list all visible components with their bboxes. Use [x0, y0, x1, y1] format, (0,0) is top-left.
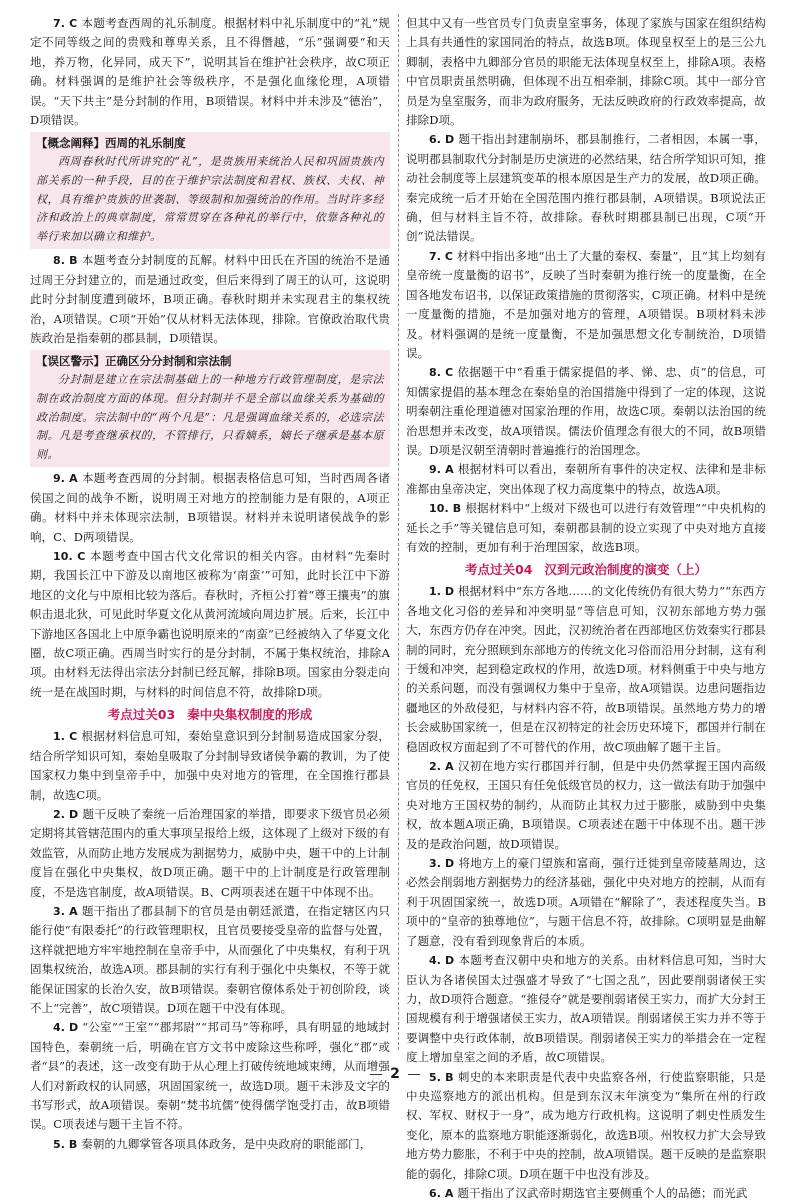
s03-answer-8: 8. C 依据题干中“看重于儒家提倡的孝、悌、忠、贞”的信息，可知儒家提倡的基本理念在秦始皇的治国措施中得到了一定的体现，这说明秦朝注重伦理道德对国家治理的作用，故选C项。秦朝以法治国的统治思想并未改变，故A项错误。儒法价值理念有很大的不同，故B项错误。D项是汉朝至清朝时普遍推行的治国理念。	[406, 365, 766, 457]
s03-answer-7: 7. C 材料中指出多地“出土了大量的秦权、秦量”，且“其上均刻有皇帝统一度量衡的诏书”，反映了当时秦朝为推行统一的度量衡，在全国各地发布诏书，以保证政策措施的贯彻落实，C项正确。材料中是统一度量衡的措施，不是加强对地方的管理，A项错误。B项材料未涉及。材料强调的是统一度量衡，不是加强思想文化专制统治，D项错误。	[406, 248, 766, 360]
s04-answer-6: 6. A 题干指出了汉武帝时期选官主要侧重个人的品德；而光武	[429, 1185, 748, 1200]
column-divider	[398, 14, 399, 1050]
answer-10: 10. C 本题考查中国古代文化常识的相关内容。由材料“先秦时期，我国长江中下游及以南地区被称为‘南蛮’”可知，此时长江中下游地区的文化与中原相比较为落后。春秋时，齐桓公打着“尊王攘夷”的旗帜击退北狄，可见此时华夏文化从黄河流域向周边扩展。后来，长江中下游地区各国北上中原争霸也说明原来的“南蛮”已经被纳入了华夏文化圈，故C项正确。西周当时实行的是分封制，不属于集权统治，排除A项。由材料无法得出宗法分封制已经瓦解，排除B项。国家由分裂走向统一是在战国时期，与材料的时间信息不符，故排除D项。	[30, 549, 390, 699]
warning-box-title: 【误区警示】正确区分分封制和宗法制	[36, 354, 232, 369]
left-column	[30, 14, 391, 1151]
s03-answer-5-continued: 但其中又有一些官员专门负责皇室事务，体现了家族与国家在组织结构上具有共通性的家国同治的特点，故选B项。体现皇权至上的是三公九卿制，表格中九卿部分官员的职能无法体现皇权至上，排除A项。表格中官员职责虽然明确，但体现不出互相牵制，排除C项。其中一部分官员是为皇室服务，而非为政府服务，无法反映政府的行政效率提高，故排除D项。	[406, 16, 766, 128]
s04-answer-3: 3. D 将地方上的豪门望族和富商，强行迁徙到皇帝陵墓周边，这必然会削弱地方割据势力的经济基础，强化中央对地方的控制，从而有利于巩固国家统一，故选D项。A项错在“解除了”，表述程度失当。B项中的“皇帝的独尊地位”，与题干信息不符，故排除。C项明显是曲解了题意，没有看到现象背后的本质。	[406, 856, 766, 948]
footer-dash-right	[408, 1074, 420, 1075]
warning-box-text: 分封制是建立在宗法制基础上的一种地方行政管理制度，是宗法制在政治制度方面的体现。但分封制并不是全部以血缘关系为基础的政治制度。宗法制中的“两个凡是”：凡是强调血缘关系的，必选宗法制。凡是考查继承权的，不管排行，只看嫡系，嫡长子继承是基本原则。	[36, 373, 384, 461]
s04-answer-1: 1. D 根据材料中“东方各地……的文化传统仍有很大势力”“东西方各地文化习俗的差异和冲突明显”等信息可知，汉初东部地方势力强大，东西方仍存在冲突。因此，汉初统治者在西部地区仿效秦实行郡县制的同时，充分照顾到东部地方的传统文化习俗而沿用分封制，这有利于缓和冲突，起到稳定政权的作用，故选D项。材料侧重于中央与地方的关系问题，而没有强调权力集中于皇帝，故A项错误。边患问题指边疆地区的外敌侵犯，与材料内容不符，故B项错误。虽然地方势力的增长会威胁国家统一，但是在汉初特定的社会历史环境下，郡国并行制在稳固政权方面起到了不可替代的作用，故C项曲解了题干主旨。	[406, 584, 766, 754]
concept-box	[30, 132, 390, 249]
answer-page	[30, 14, 768, 1200]
concept-box-title: 【概念阐释】西周的礼乐制度	[36, 136, 186, 151]
s03-answer-1: 1. C 根据材料信息可知，秦始皇意识到分封制易造成国家分裂，结合所学知识可知，秦始皇吸取了分封制导致诸侯争霸的教训，为了使国家权力集中到皇帝手中，加强中央对地方的管理，在全国推行郡县制，故选C项。	[30, 729, 390, 802]
section-heading-03: 考点过关03 秦中央集权制度的形成	[107, 707, 313, 723]
answer-8: 8. B 本题考查分封制度的瓦解。材料中田氏在齐国的统治不是通过周王分封建立的，而是通过政变，但后来得到了周王的认可，这说明此时分封制度遭到破坏，B项正确。春秋时期并未实现君主的集权统治，A项错误。C项“开始”仅从材料无法体现，排除。官僚政治取代贵族政治是指秦朝的郡县制，D项错误。	[30, 253, 390, 346]
concept-box-text: 西周春秋时代所讲究的“礼”，是贵族用来统治人民和巩固贵族内部关系的一种手段，目的在于维护宗法制度和君权、族权、夫权、神权，具有维护贵族的世袭制、等级制和加强统治的作用。当时许多经济和政治上的典章制度，常常贯穿在各种礼的举行中，依靠各种礼的举行来加以确立和维护。	[36, 155, 384, 243]
warning-box	[30, 350, 390, 467]
page-footer	[0, 1066, 790, 1082]
s03-answer-9: 9. A 根据材料可以看出，秦朝所有事件的决定权、法律和是非标准都由皇帝决定，突出体现了权力高度集中的特点，故选A项。	[406, 462, 766, 496]
footer-dash-left	[370, 1074, 382, 1075]
answer-7: 7. C 本题考查西周的礼乐制度。根据材料中礼乐制度中的“礼”规定不同等级之间的贵贱和尊卑关系，且不得僭越，“乐”强调要“和天地，养万物，化异同，成天下”，说明其旨在维护社会秩序，故C项正确。材料强调的是维护社会等级秩序，不是强化血缘伦理，A项错误。“天下共主”是分封制的作用，B项错误。材料中并未涉及“德治”，D项错误。	[30, 16, 390, 128]
s03-answer-4: 4. D “公室”“王室”“郡邦尉”“邦司马”等称呼，具有明显的地域封国特色，秦朝统一后，明确在官方文书中废除这些称呼，强化“郡”或者“县”的表述，这一改变有助于从心理上打破传统地域束缚，从而增强人们对新政权的认同感，巩固国家统一，故选D项。题干未涉及文字的书写形式，故A项错误。秦朝“焚书坑儒”使得儒学饱受打击，故B项错误。C项表述与题干主旨不符。	[30, 1020, 391, 1132]
s04-answer-5: 5. B 刺史的本来职责是代表中央监察各州，行使监察职能，只是中央巡察地方的派出机构。但是到东汉末年演变为“集所在州的行政权、军权、财权于一身”，成为地方行政机构。这说明了刺史性质发生变化，原本的监察地方职能逐渐弱化，故选B项。州牧权力扩大会导致地方势力膨胀，不利于中央的控制，故A项错误。题干反映的是监察职能的弱化，排除C项。D项在题干中也没有涉及。	[406, 1069, 766, 1181]
right-column	[406, 14, 766, 1200]
s03-answer-2: 2. D 题干反映了秦统一后治理国家的举措，即要求下级官员必须定期将其管辖范围内的重大事项呈报给上级，这体现了上级对下级的有效监管，从而防止地方发展成为割据势力，威胁中央，题干中的上计制度旨在强化中央集权，故D项正确。题干中的上计制度是行政管理制度，不是选官制度，故A项错误。B、C两项表述在题干中体现不出。	[30, 806, 390, 899]
answer-9: 9. A 本题考查西周的分封制。根据表格信息可知，当时西周各诸侯国之间的战争不断，说明周王对地方的控制能力是有限的，A项正确。材料中并未体现宗法制，B项错误。材料并未说明诸侯战争的影响，C、D两项错误。	[30, 471, 390, 544]
s04-answer-4: 4. D 本题考查汉朝中央和地方的关系。由材料信息可知，当时大臣认为各诸侯国太过强盛才导致了“七国之乱”，因此要削弱诸侯王实力，故D项符合题意。“推侵夺”就是要削弱诸侯王实力，而扩大分封王国规模有利于增强诸侯王实力，故A项错误。削弱诸侯王实力并不等于要调整中央行政体制，故B项错误。削弱诸侯王实力的举措会在一定程度上增加皇室之间的矛盾，故C项错误。	[406, 953, 766, 1065]
s03-answer-5: 5. B 秦朝的九卿掌管各项具体政务，是中央政府的职能部门，	[53, 1136, 372, 1151]
s03-answer-3: 3. A 题干指出了郡县制下的官员是由朝廷派遣，在指定辖区内只能行使“有限委托”的行政管理职权，且官员要接受皇帝的监督与处置，这样就把地方牢牢地控制在皇帝手中，从而强化了中央集权，有利于巩固集权统治，故选A项。郡县制的实行有利于强化中央集权，不等于就能保证国家的长治久安，故B项错误。秦朝官僚体系处于初创阶段，谈不上“完善”，故C项错误。D项在题干中没有体现。	[30, 903, 390, 1015]
s03-answer-10: 10. B 根据材料中“上级对下级也可以进行有效管理”“中央机构的延长之手”等关键信息可知，秦朝郡县制的设立实现了中央对地方直接有效的控制，更加有利于治理国家，故选B项。	[406, 501, 766, 554]
s04-answer-2: 2. A 汉初在地方实行郡国并行制，但是中央仍然掌握王国内高级官员的任免权，王国只有任免低级官员的权力，这一做法有助于加强中央对地方王国权势的制约，从而防止其权力过于膨胀，威胁到中央集权，故本题A项正确，B项错误。C项表述在题干中体现不出。题干涉及的是政治问题，故D项错误。	[406, 759, 766, 851]
page-number: 2	[390, 1066, 400, 1082]
s03-answer-6: 6. D 题干指出封建制崩坏，郡县制推行，二者相因，本属一事，说明郡县制取代分封制是历史演进的必然结果，结合所学知识可知，推动社会制度等上层建筑变革的根本原因是生产力的发展，故D项正确。秦完成统一后才开始在全国范围内推行郡县制，A项错误。B项说法正确，但与材料主旨不符，故排除。春秋时期郡县制已出现，C项“开创”说法错误。	[406, 132, 766, 244]
section-heading-04: 考点过关04 汉到元政治制度的演变（上）	[465, 562, 707, 578]
